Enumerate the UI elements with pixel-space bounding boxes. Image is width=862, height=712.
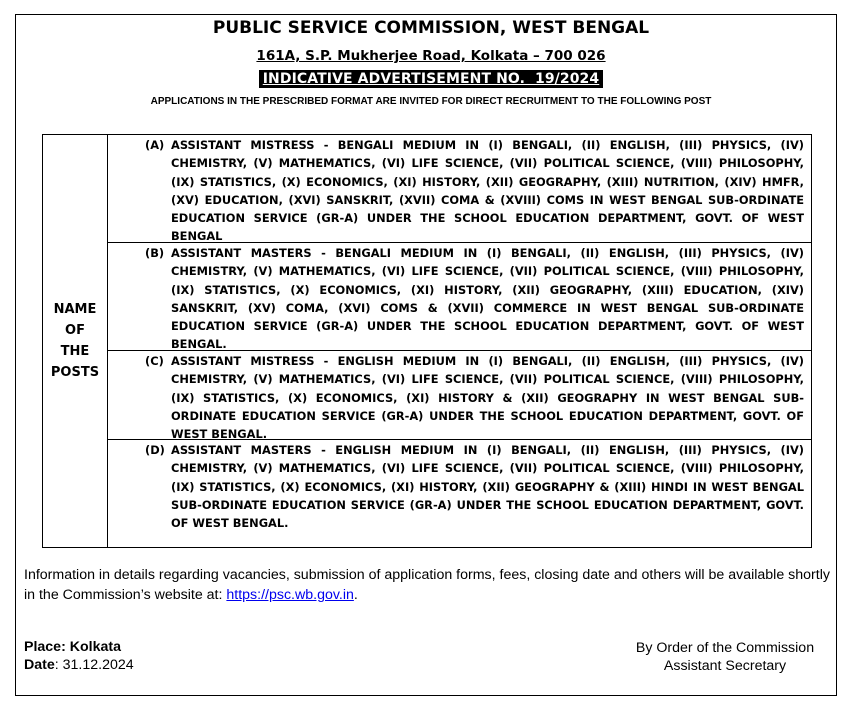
- post-code: (B): [145, 246, 165, 260]
- post-code: (D): [145, 443, 165, 457]
- info-paragraph: [24, 565, 839, 605]
- posts-label-line: POSTS: [50, 365, 100, 380]
- info-text: Information in details regarding vacancies, submission of application forms, fees, closing date and others will be available shortly in the Commission’s website at:: [24, 567, 830, 603]
- posts-table: [42, 134, 812, 548]
- date-value: : 31.12.2024: [54, 657, 134, 673]
- posts-label-cell: [43, 135, 108, 547]
- organization-address: 161A, S.P. Mukherjee Road, Kolkata – 700 026: [256, 48, 606, 64]
- post-code: (A): [145, 138, 165, 152]
- post-description: ASSISTANT MISTRESS - BENGALI MEDIUM IN (I) BENGALI, (II) ENGLISH, (III) PHYSICS, (IV) CHEMISTRY, (V) MATHEMATICS, (VI) LIFE SCIENCE, (VII) POLITICAL SCIENCE, (VIII) PHILOSOPHY, (IX) STATISTICS, (X) ECONOMICS, (XI) HISTORY, (XII) GEOGRAPHY, (XIII) NUTRITION, (XIV) HMFR, (XV) EDUCATION, (XVI) SANSKRIT, (XVII) COMA & (XVIII) COMS IN WEST BENGAL SUB-ORDINATE EDUCATION SERVICE (GR-A) UNDER THE SCHOOL EDUCATION DEPARTMENT, GOVT. OF WEST BENGAL: [171, 138, 804, 244]
- post-description: ASSISTANT MASTERS - ENGLISH MEDIUM IN (I) BENGALI, (II) ENGLISH, (III) PHYSICS, (IV) CHEMISTRY, (V) MATHEMATICS, (VI) LIFE SCIENCE, (VII) POLITICAL SCIENCE, (VIII) PHILOSOPHY, (IX) STATISTICS, (X) ECONOMICS, (XI) HISTORY, (XII) GEOGRAPHY & (XIII) HINDI IN WEST BENGAL SUB-ORDINATE EDUCATION SERVICE (GR-A) UNDER THE SCHOOL EDUCATION DEPARTMENT, GOVT. OF WEST BENGAL.: [171, 443, 804, 531]
- signatory-designation: Assistant Secretary: [663, 658, 787, 674]
- date-label: Date: [24, 657, 55, 673]
- post-row-d: [108, 440, 811, 547]
- info-end: .: [353, 587, 358, 603]
- post-row-c: [108, 351, 811, 440]
- order-line: By Order of the Commission: [635, 640, 815, 656]
- advertisement-title-wrap: [0, 70, 862, 88]
- post-description: ASSISTANT MASTERS - BENGALI MEDIUM IN (I) BENGALI, (II) ENGLISH, (III) PHYSICS, (IV) CHEMISTRY, (V) MATHEMATICS, (VI) LIFE SCIENCE, (VII) POLITICAL SCIENCE, (VIII) PHILOSOPHY, (IX) STATISTICS, (X) ECONOMICS, (XI) HISTORY, (XII) GEOGRAPHY, (XIII) EDUCATION, (XIV) SANSKRIT, (XV) COMA, (XVI) COMS & (XVII) COMMERCE IN WEST BENGAL SUB-ORDINATE EDUCATION SERVICE (GR-A) UNDER THE SCHOOL EDUCATION DEPARTMENT, GOVT. OF WEST BENGAL.: [171, 246, 804, 352]
- order-block: [600, 639, 850, 675]
- advertisement-title: INDICATIVE ADVERTISEMENT NO. 19/2024: [259, 70, 604, 88]
- post-row-b: [108, 243, 811, 351]
- posts-label-line: NAME: [53, 302, 97, 317]
- organization-title: PUBLIC SERVICE COMMISSION, WEST BENGAL: [212, 18, 650, 38]
- post-description: ASSISTANT MISTRESS - ENGLISH MEDIUM IN (I) BENGALI, (II) ENGLISH, (III) PHYSICS, (IV) CHEMISTRY, (V) MATHEMATICS, (VI) LIFE SCIENCE, (VII) POLITICAL SCIENCE, (VIII) PHILOSOPHY, (IX) STATISTICS, (X) ECONOMICS, (XI) HISTORY & (XII) GEOGRAPHY IN WEST BENGAL SUB-ORDINATE EDUCATION SERVICE (GR-A) UNDER THE SCHOOL EDUCATION DEPARTMENT, GOVT. OF WEST BENGAL.: [171, 354, 804, 442]
- post-code: (C): [145, 354, 164, 368]
- date-line: [24, 657, 134, 673]
- intro-text: APPLICATIONS IN THE PRESCRIBED FORMAT ARE INVITED FOR DIRECT RECRUITMENT TO THE FOLLOWING POST: [150, 96, 712, 107]
- post-row-a: [108, 135, 811, 243]
- posts-label-line: OF: [65, 323, 85, 338]
- website-link[interactable]: https://psc.wb.gov.in: [226, 587, 354, 603]
- place-label: Place: Kolkata: [24, 639, 121, 655]
- posts-label-line: THE: [60, 344, 90, 359]
